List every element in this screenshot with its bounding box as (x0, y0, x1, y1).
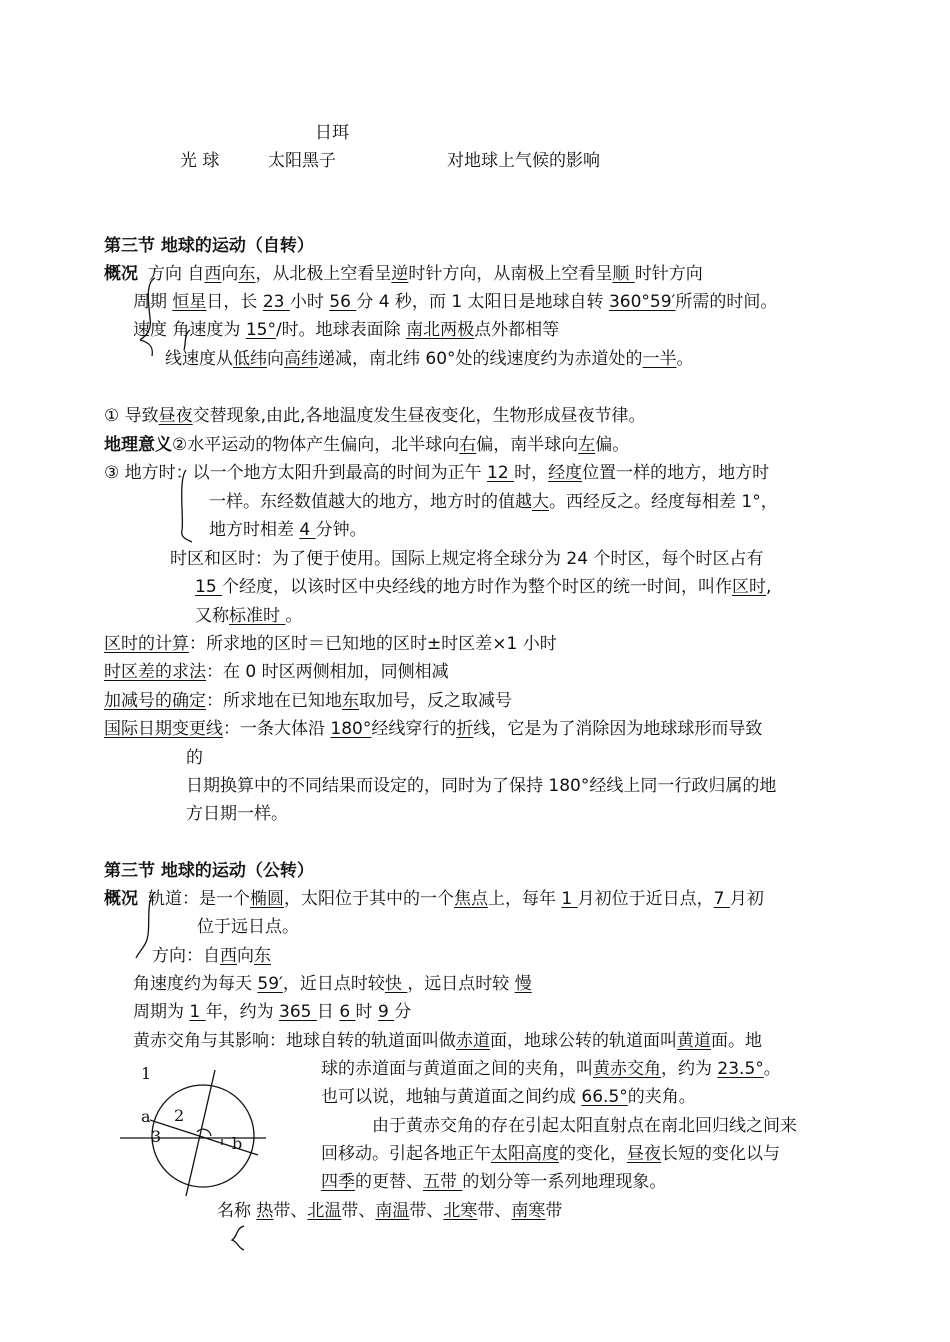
calc-zone-diff: 时区差的求法：在 0 时区两侧相加，同侧相减 (104, 662, 449, 682)
revolution-angular-speed: 角速度约为每天 59′，近日点时较快 ，远日点时较 慢 (133, 974, 532, 994)
revolution-period: 周期为 1 年，约为 365 日 6 时 9 分 (133, 1002, 412, 1022)
dateline-line-2: 的 (186, 748, 203, 768)
brace-rotation-bottom (140, 340, 152, 356)
obliquity-line-3: 也可以说，地轴与黄道面之间约成 66.5°的夹角。 (321, 1087, 696, 1107)
revolution-orbit-2: 位于远日点。 (197, 917, 299, 937)
rotation-period: 周期 恒星日，长 23 小时 56 分 4 秒，而 1 太阳日是地球自转 360°59′所需的时间。 (133, 292, 778, 312)
earth-orbit-figure (120, 1070, 266, 1196)
climate-zones: 名称 热带、北温带、南温带、北寒带、南寒带 (217, 1201, 563, 1221)
label-prominence: 日珥 (315, 123, 349, 143)
obliquity-line-1: 黄赤交角与其影响：地球自转的轨道面叫做赤道面，地球公转的轨道面叫黄道面。地 (133, 1031, 762, 1051)
label-overview-revolution: 概况 (104, 889, 138, 909)
obliquity-line-5: 回移动。引起各地正午太阳高度的变化，昼夜长短的变化以与 (321, 1144, 780, 1164)
label-overview-rotation: 概况 (104, 264, 138, 284)
heading-rotation: 第三节 地球的运动（自转） (104, 236, 314, 256)
obliquity-line-2: 球的赤道面与黄道面之间的夹角，叫黄赤交角，约为 23.5°。 (321, 1059, 781, 1079)
figure-label-b: b (232, 1134, 243, 1153)
significance-1: ① 导致昼夜交替现象,由此,各地温度发生昼夜变化，生物形成昼夜节律。 (104, 406, 646, 426)
label-photosphere: 光 球 (180, 151, 220, 171)
dateline-line-4: 方日期一样。 (186, 804, 288, 824)
obliquity-line-4: 由于黄赤交角的存在引起太阳直射点在南北回归线之间来 (372, 1116, 797, 1136)
localtime-line-3: 地方时相差 4 分钟。 (209, 520, 367, 540)
figure-label-3: 3 (151, 1127, 162, 1146)
calc-zone-time: 区时的计算：所求地的区时＝已知地的区时±时区差×1 小时 (104, 634, 557, 654)
significance-2: 地理意义②水平运动的物体产生偏向，北半球向右偏，南半球向左偏。 (104, 435, 630, 455)
figure-label-2: 2 (174, 1106, 185, 1125)
label-climate-impact: 对地球上气候的影响 (447, 151, 600, 171)
label-sunspot: 太阳黑子 (268, 151, 336, 171)
localtime-line-2: 一样。东经数值越大的地方，地方时的值越大。西经反之。经度每相差 1°， (209, 492, 778, 512)
timezone-line-2: 15 个经度，以该时区中央经线的地方时作为整个时区的统一时间，叫作区时, (195, 577, 772, 597)
dateline-line-1: 国际日期变更线：一条大体沿 180°经线穿行的折线，它是为了消除因为地球球形而导致 (104, 719, 763, 739)
dateline-line-3: 日期换算中的不同结果而设定的，同时为了保持 180°经线上同一行政归属的地 (186, 776, 777, 796)
timezone-line-1: 时区和区时：为了便于使用。国际上规定将全球分为 24 个时区，每个时区占有 (170, 549, 764, 569)
brace-zones (232, 1226, 244, 1250)
calc-sign: 加减号的确定：所求地在已知地东取加号，反之取减号 (104, 691, 512, 711)
heading-revolution: 第三节 地球的运动（公转） (104, 861, 314, 881)
figure-label-1: 1 (141, 1064, 152, 1083)
revolution-orbit: 轨道：是一个椭圆，太阳位于其中的一个焦点上，每年 1 月初位于近日点，7 月初 (148, 889, 764, 909)
figure-label-a: a (141, 1107, 151, 1126)
rotation-direction: 方向 自西向东，从北极上空看呈逆时针方向，从南极上空看呈顺 时针方向 (148, 264, 703, 284)
timezone-line-3: 又称标准时 。 (195, 606, 303, 626)
significance-3: ③ 地方时：以一个地方太阳升到最高的时间为正午 12 时，经度位置一样的地方，地方时 (104, 463, 770, 483)
angle-arc (197, 1129, 211, 1136)
rotation-speed: 速度 角速度为 15°/时。地球表面除 南北两极点外都相等 (133, 320, 560, 340)
revolution-direction: 方向：自西向东 (152, 946, 271, 966)
rotation-linear-speed: 线速度从低纬向高纬递减，南北纬 60°处的线速度约为赤道处的一半。 (165, 349, 694, 369)
obliquity-line-6: 四季的更替、五带 的划分等一系列地理现象。 (321, 1172, 667, 1192)
